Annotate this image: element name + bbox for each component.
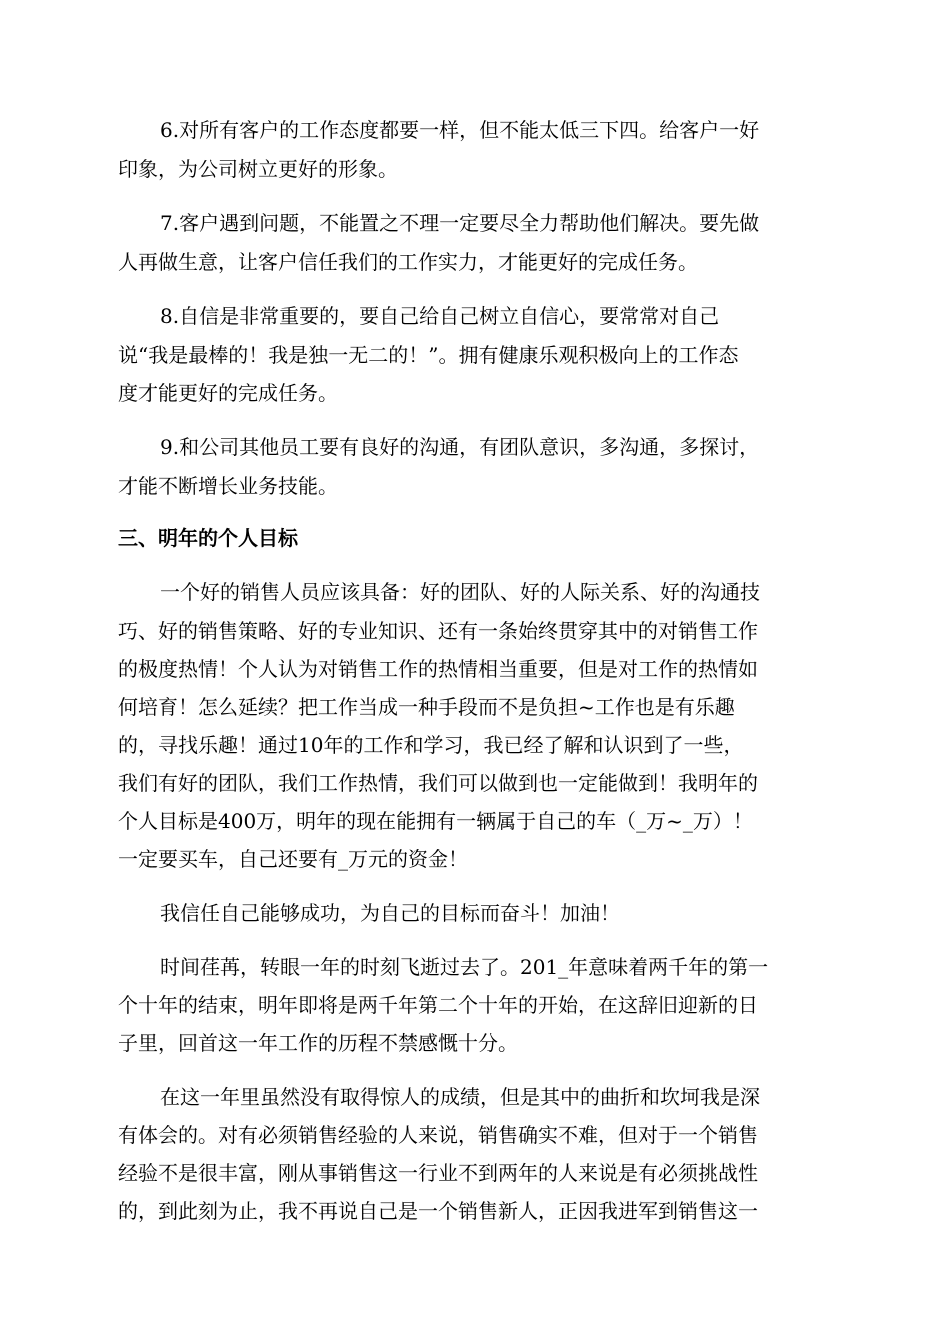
text-line: 人再做生意，让客户信任我们的工作实力，才能更好的完成任务。 — [118, 250, 698, 274]
text-line: 9.和公司其他员工要有良好的沟通，有团队意识，多沟通，多探讨， — [160, 435, 760, 459]
text-line: 我们有好的团队，我们工作热情，我们可以做到也一定能做到！我明年的 — [118, 771, 758, 795]
text-line: 7.客户遇到问题，不能置之不理一定要尽全力帮助他们解决。要先做 — [160, 211, 760, 235]
text-line: 印象，为公司树立更好的形象。 — [118, 157, 398, 181]
text-line: 有体会的。对有必须销售经验的人来说，销售确实不难，但对于一个销售 — [118, 1123, 758, 1147]
text-line: 经验不是很丰富，刚从事销售这一行业不到两年的人来说是有必须挑战性 — [118, 1161, 758, 1185]
text-line: 子里，回首这一年工作的历程不禁感慨十分。 — [118, 1031, 518, 1055]
text-line: 的，寻找乐趣！通过10年的工作和学习，我已经了解和认识到了一些， — [118, 733, 744, 757]
text-line: 何培育！怎么延续？把工作当成一种手段而不是负担~工作也是有乐趣 — [118, 695, 735, 719]
section-heading: 三、明年的个人目标 — [118, 526, 298, 550]
text-line: 6.对所有客户的工作态度都要一样，但不能太低三下四。给客户一好 — [160, 118, 760, 142]
text-line: 一定要买车，自己还要有_万元的资金！ — [118, 847, 468, 871]
text-line: 在这一年里虽然没有取得惊人的成绩，但是其中的曲折和坎坷我是深 — [160, 1085, 760, 1109]
text-line: 的，到此刻为止，我不再说自己是一个销售新人，正因我进军到销售这一 — [118, 1199, 758, 1223]
text-line: 我信任自己能够成功，为自己的目标而奋斗！加油！ — [160, 901, 620, 925]
text-line: 说“我是最棒的！我是独一无二的！”。拥有健康乐观积极向上的工作态 — [118, 343, 739, 367]
text-line: 8.自信是非常重要的，要自己给自己树立自信心，要常常对自己 — [160, 304, 720, 328]
text-line: 巧、好的销售策略、好的专业知识、还有一条始终贯穿其中的对销售工作 — [118, 619, 758, 643]
text-line: 个人目标是400万，明年的现在能拥有一辆属于自己的车（_万~_万）！ — [118, 809, 753, 833]
text-line: 时间荏苒，转眼一年的时刻飞逝过去了。201_年意味着两千年的第一 — [160, 955, 769, 979]
text-line: 度才能更好的完成任务。 — [118, 381, 338, 405]
text-line: 个十年的结束，明年即将是两千年第二个十年的开始，在这辞旧迎新的日 — [118, 993, 758, 1017]
text-line: 的极度热情！个人认为对销售工作的热情相当重要，但是对工作的热情如 — [118, 657, 758, 681]
text-line: 才能不断增长业务技能。 — [118, 474, 338, 498]
text-line: 一个好的销售人员应该具备：好的团队、好的人际关系、好的沟通技 — [160, 580, 760, 604]
